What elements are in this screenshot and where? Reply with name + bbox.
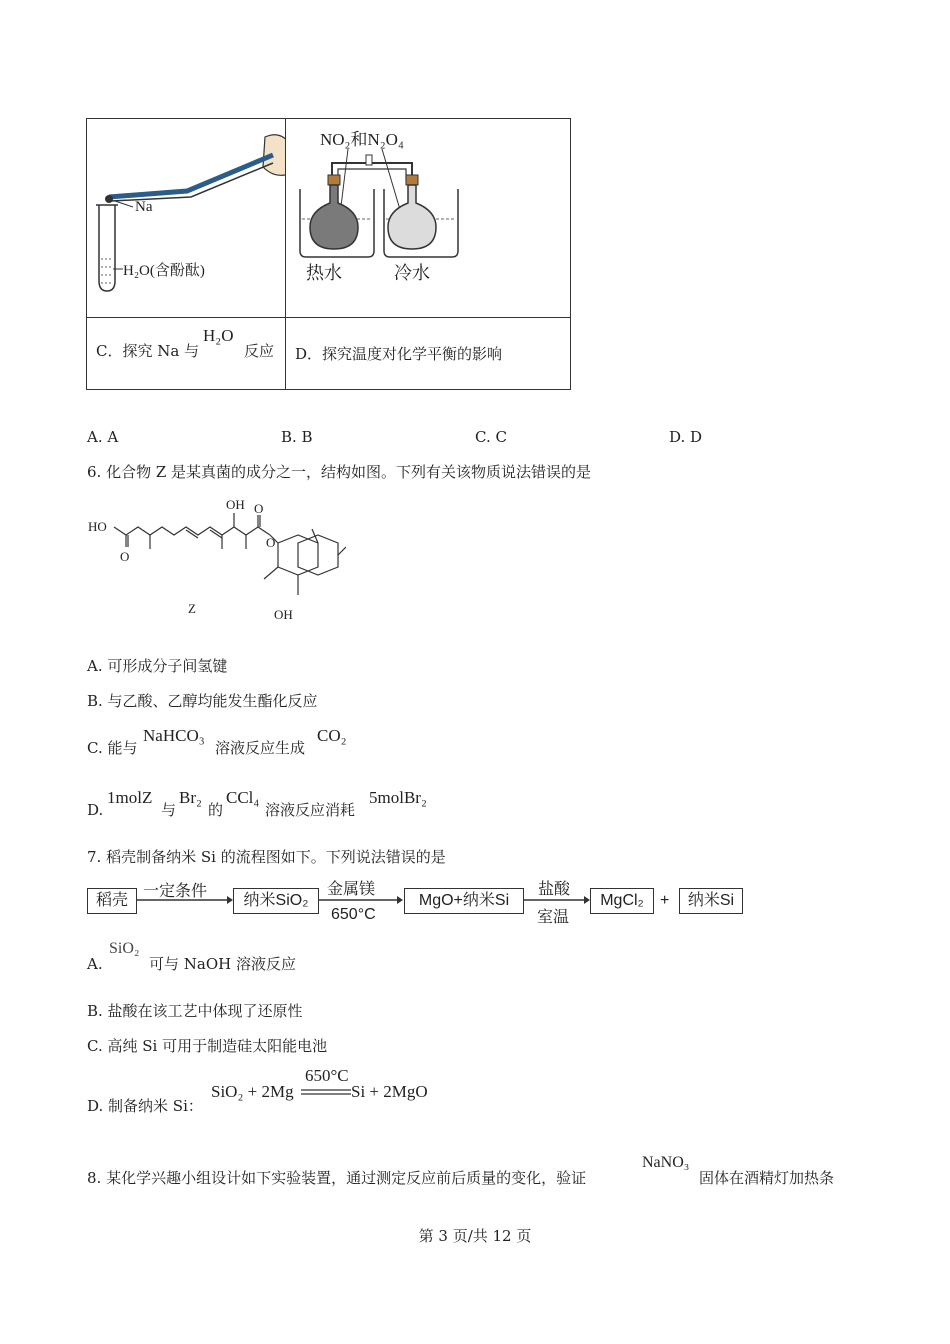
q6-stem: 6. 化合物 Z 是某真菌的成分之一，结构如图。下列有关该物质说法错误的是	[87, 463, 592, 481]
ho-label: HO	[88, 519, 107, 534]
q8-formula: NaNO₃	[642, 1154, 690, 1171]
q6-option-a[interactable]: A. 可形成分子间氢键	[87, 657, 228, 675]
q6-option-d-formula2: Br₂	[179, 788, 202, 807]
na-water-apparatus-figure	[87, 119, 285, 317]
q6-option-d-text1: 与	[161, 801, 177, 819]
q6-option-d-formula3: CCl₄	[226, 788, 260, 807]
cell-d-caption-text: D．探究温度对化学平衡的影响	[295, 345, 503, 363]
flow-box-rice-husk: 稻壳	[87, 888, 137, 914]
q6-option-d[interactable]	[87, 784, 587, 818]
cell-c-caption	[87, 318, 286, 390]
experiment-table	[86, 118, 571, 390]
q5-option-b[interactable]: B. B	[281, 428, 313, 446]
flow-box-nano-si: 纳米Si	[679, 888, 743, 914]
q6-option-d-formula4: 5molBr₂	[369, 788, 427, 807]
cell-c-caption-suffix: 反应	[244, 342, 275, 360]
q7-option-d-lhs: SiO₂ + 2Mg	[211, 1082, 294, 1101]
q7-option-a-suffix: 可与 NaOH 溶液反应	[149, 955, 296, 973]
oh-bottom-label: OH	[274, 607, 293, 622]
q6-option-d-formula1: 1molZ	[107, 788, 153, 807]
water-label: H₂O(含酚酞)	[123, 263, 205, 279]
cell-d-figure	[286, 119, 571, 318]
cell-c-caption-formula: H₂O	[203, 326, 234, 345]
ester-o-label: O	[254, 501, 264, 516]
q7-option-b[interactable]: B. 盐酸在该工艺中体现了还原性	[87, 1002, 303, 1020]
page-footer: 第 3 页/共 12 页	[418, 1227, 532, 1245]
flow-arrow1	[137, 894, 233, 906]
q6-option-b[interactable]: B. 与乙酸、乙醇均能发生酯化反应	[87, 692, 318, 710]
q6-option-c-formula2: CO₂	[317, 726, 347, 745]
q7-stem: 7. 稻壳制备纳米 Si 的流程图如下。下列说法错误的是	[87, 848, 446, 866]
flow-box-mgcl2: MgCl₂	[590, 888, 654, 914]
q6-option-c-formula1: NaHCO₃	[143, 726, 205, 745]
flow-arrow2-top-label: 金属镁	[327, 881, 376, 898]
ester-link-o-label: O	[266, 535, 276, 550]
cell-c-caption-prefix: C．探究 Na 与	[96, 342, 200, 360]
q7-option-c[interactable]: C. 高纯 Si 可用于制造硅太阳能电池	[87, 1037, 328, 1055]
q6-option-c-mid: 溶液反应生成	[215, 739, 306, 757]
q8-stem-prefix: 8. 某化学兴趣小组设计如下实验装置，通过测定反应前后质量的变化，验证	[87, 1169, 587, 1187]
q6-option-d-text3: 溶液反应消耗	[265, 801, 356, 819]
q7-option-d-rhs: Si + 2MgO	[351, 1082, 428, 1101]
q5-option-a[interactable]: A. A	[87, 428, 119, 446]
flow-arrow2-bottom-label: 650°C	[331, 906, 376, 923]
q8-stem-suffix: 固体在酒精灯加热条	[699, 1169, 835, 1187]
cold-water-label: 冷水	[394, 263, 430, 284]
cell-d-caption	[286, 318, 571, 390]
q6-option-c[interactable]	[87, 722, 587, 756]
q7-flowchart	[87, 876, 747, 926]
no2-equilibrium-apparatus-figure	[286, 119, 570, 317]
flow-arrow3-bottom-label: 室温	[537, 909, 570, 926]
carbonyl-o-label: O	[120, 549, 130, 564]
q5-option-c[interactable]: C. C	[475, 428, 507, 446]
q6-option-c-prefix: C. 能与	[87, 739, 138, 757]
cell-c-figure	[87, 119, 286, 318]
q8-stem	[87, 1154, 887, 1194]
flow-arrow2	[319, 894, 403, 906]
q6-option-d-prefix: D.	[87, 801, 104, 819]
compound-z-structure	[86, 495, 346, 625]
q7-option-a-prefix: A.	[87, 955, 103, 973]
flow-box-nano-sio2: 纳米SiO₂	[233, 888, 319, 914]
q5-option-d[interactable]: D. D	[669, 428, 703, 446]
flow-arrow3-top-label: 盐酸	[538, 881, 571, 898]
q7-option-d-prefix: D. 制备纳米 Si：	[87, 1097, 203, 1115]
flow-box-mgo-nano-si: MgO+纳米Si	[404, 888, 524, 914]
q6-option-d-text2: 的	[208, 801, 224, 819]
na-label: Na	[135, 199, 153, 215]
q7-option-a[interactable]	[87, 940, 487, 974]
q7-option-d[interactable]	[87, 1066, 507, 1116]
flow-arrow1-label: 一定条件	[143, 883, 208, 900]
hot-water-label: 热水	[306, 263, 342, 284]
q7-option-d-condition: 650°C	[305, 1066, 349, 1085]
q7-option-a-formula: SiO₂	[109, 940, 140, 957]
oh-top-label: OH	[226, 497, 245, 512]
gas-label: NO₂和N₂O₄	[320, 130, 404, 149]
flow-plus: +	[660, 892, 670, 909]
equals-sign	[301, 1088, 353, 1096]
z-label: Z	[188, 601, 196, 616]
